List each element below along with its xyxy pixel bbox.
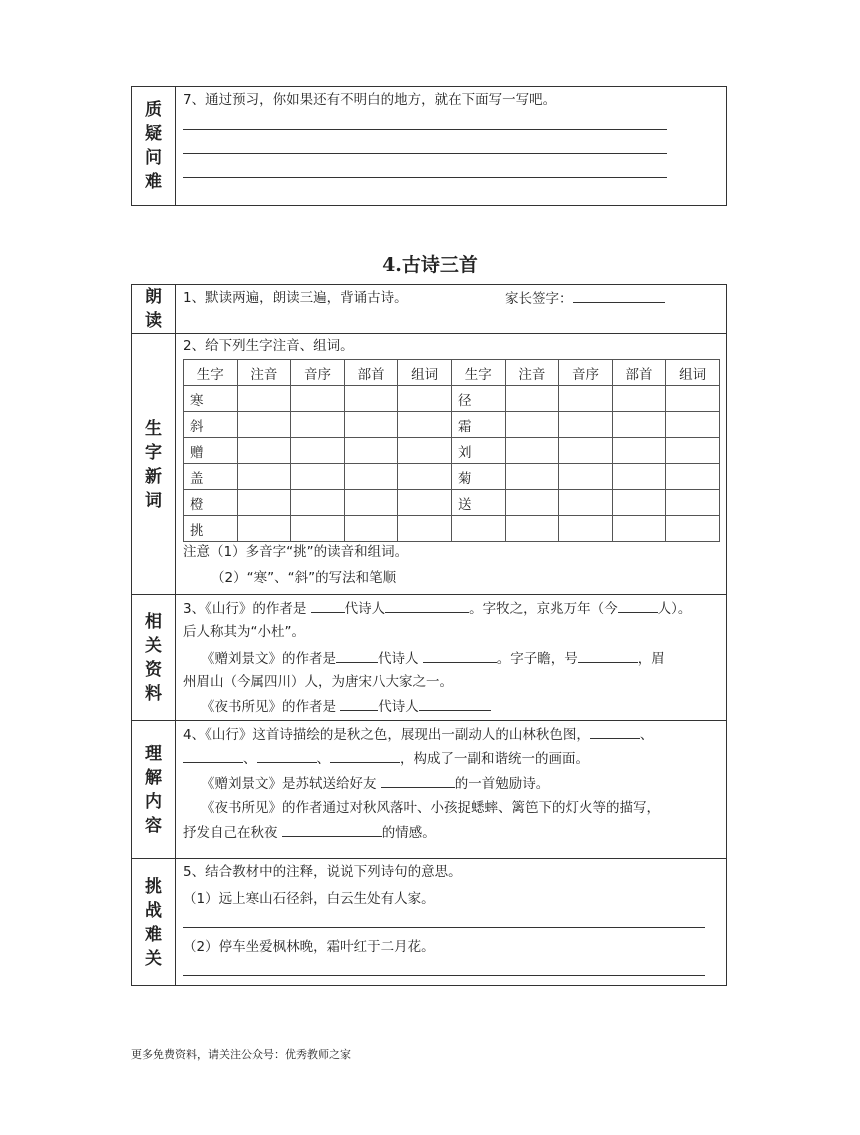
blank-cell[interactable] xyxy=(612,438,666,464)
poem-line-1: （1）远上寒山石径斜，白云生处有人家。 xyxy=(183,891,435,907)
blank-cell[interactable] xyxy=(291,438,345,464)
pen-name-blank[interactable] xyxy=(578,648,638,663)
section-label-challenge: 挑 战 难 关 xyxy=(132,859,176,986)
blank-cell[interactable] xyxy=(237,412,291,438)
header-cell: 生字 xyxy=(184,360,238,386)
understand-line-2: 、 、 ，构成了一副和谐统一的画面。 xyxy=(183,748,589,769)
character-cell: 赠 xyxy=(184,438,238,464)
footer-note: 更多免费资料，请关注公众号：优秀教师之家 xyxy=(131,1048,351,1061)
blank-cell[interactable] xyxy=(344,438,398,464)
blank-cell[interactable] xyxy=(398,386,452,412)
related-row xyxy=(132,594,726,721)
character-cell: 盖 xyxy=(184,464,238,490)
scene-blank[interactable] xyxy=(183,748,243,763)
question-2: 2、给下列生字注音、组词。 xyxy=(183,338,354,354)
header-cell: 注音 xyxy=(237,360,291,386)
blank-cell[interactable] xyxy=(559,464,613,490)
challenge-row xyxy=(132,858,726,986)
table-row xyxy=(184,438,720,464)
section-label-related: 相 关 资 料 xyxy=(132,595,176,721)
blank-cell[interactable] xyxy=(237,386,291,412)
blank-cell[interactable] xyxy=(291,412,345,438)
blank-cell[interactable] xyxy=(237,516,291,542)
character-cell: 送 xyxy=(451,490,505,516)
dynasty-blank[interactable] xyxy=(311,598,345,613)
dynasty-blank[interactable] xyxy=(340,696,378,711)
character-cell: 挑 xyxy=(184,516,238,542)
question-4-line: 4、《山行》这首诗描绘的是秋之色，展现出一副动人的山林秋色图， 、 xyxy=(183,724,653,745)
related-line-3: 《赠刘景文》的作者是 代诗人 。字子瞻，号 ，眉 xyxy=(201,648,665,669)
question-5: 5、结合教材中的注释，说说下列诗句的意思。 xyxy=(183,864,462,880)
blank-cell[interactable] xyxy=(344,490,398,516)
parent-signature: 家长签字： xyxy=(505,288,665,309)
character-cell: 刘 xyxy=(451,438,505,464)
header-cell: 部首 xyxy=(612,360,666,386)
blank-cell[interactable] xyxy=(666,490,720,516)
header-cell: 部首 xyxy=(344,360,398,386)
section-label-reading: 朗 读 xyxy=(132,285,176,333)
blank-cell[interactable] xyxy=(291,386,345,412)
blank-cell[interactable] xyxy=(612,464,666,490)
answer-line[interactable] xyxy=(183,153,667,154)
answer-line[interactable] xyxy=(183,177,667,178)
emotion-blank[interactable] xyxy=(282,822,382,837)
header-cell: 音序 xyxy=(559,360,613,386)
related-line-2: 后人称其为“小杜”。 xyxy=(183,624,305,640)
table-row xyxy=(184,386,720,412)
answer-line[interactable] xyxy=(183,927,705,928)
note-2: （2）“寒”、“斜”的写法和笔顺 xyxy=(211,570,397,586)
blank-cell[interactable] xyxy=(505,490,559,516)
blank-cell[interactable] xyxy=(612,386,666,412)
blank-cell[interactable] xyxy=(505,412,559,438)
related-line-4: 州眉山（今属四川）人，为唐宋八大家之一。 xyxy=(183,674,453,690)
character-table xyxy=(183,359,720,542)
blank-cell[interactable] xyxy=(398,490,452,516)
blank-cell[interactable] xyxy=(559,490,613,516)
blank-cell[interactable] xyxy=(559,386,613,412)
header-cell: 组词 xyxy=(398,360,452,386)
header-cell: 注音 xyxy=(505,360,559,386)
table-header-row xyxy=(184,360,720,386)
answer-line[interactable] xyxy=(183,129,667,130)
scene-blank[interactable] xyxy=(330,748,400,763)
table-row xyxy=(184,490,720,516)
blank-cell[interactable] xyxy=(612,412,666,438)
character-cell: 菊 xyxy=(451,464,505,490)
new-words-row xyxy=(132,333,726,595)
blank-cell[interactable] xyxy=(666,412,720,438)
questions-content xyxy=(175,87,726,205)
friend-blank[interactable] xyxy=(381,773,455,788)
blank-cell[interactable] xyxy=(291,464,345,490)
page-title: 4.古诗三首 xyxy=(382,254,478,276)
blank-cell[interactable] xyxy=(612,516,666,542)
character-cell: 橙 xyxy=(184,490,238,516)
dynasty-blank[interactable] xyxy=(336,648,378,663)
blank-cell[interactable] xyxy=(237,490,291,516)
blank-cell[interactable] xyxy=(505,464,559,490)
question-1: 1、默读两遍，朗读三遍，背诵古诗。 xyxy=(183,290,408,306)
section-label-questions: 质 疑 问 难 xyxy=(132,87,176,205)
understanding-row xyxy=(132,720,726,859)
blank-cell[interactable] xyxy=(559,516,613,542)
character-cell: 霜 xyxy=(451,412,505,438)
note-1: 注意（1）多音字“挑”的读音和组词。 xyxy=(183,544,409,560)
author-blank[interactable] xyxy=(419,696,491,711)
blank-cell[interactable] xyxy=(398,464,452,490)
blank-cell[interactable] xyxy=(559,438,613,464)
signature-blank[interactable] xyxy=(573,288,665,303)
blank-cell[interactable] xyxy=(344,386,398,412)
blank-cell[interactable] xyxy=(344,464,398,490)
question-7: 7、通过预习，你如果还有不明白的地方，就在下面写一写吧。 xyxy=(183,92,557,108)
header-cell: 音序 xyxy=(291,360,345,386)
table-row xyxy=(184,412,720,438)
blank-cell[interactable] xyxy=(612,490,666,516)
character-cell: 径 xyxy=(451,386,505,412)
related-line-5: 《夜书所见》的作者是 代诗人 xyxy=(201,696,491,717)
author-blank[interactable] xyxy=(385,598,469,613)
blank-cell[interactable] xyxy=(505,516,559,542)
understand-line-4: 《夜书所见》的作者通过对秋风落叶、小孩捉蟋蟀、篱笆下的灯火等的描写， xyxy=(201,800,660,816)
answer-line[interactable] xyxy=(183,975,705,976)
blank-cell[interactable] xyxy=(666,516,720,542)
blank-cell[interactable] xyxy=(666,464,720,490)
scene-blank[interactable] xyxy=(590,724,640,739)
author-blank[interactable] xyxy=(423,648,497,663)
blank-cell[interactable] xyxy=(398,438,452,464)
blank-cell[interactable] xyxy=(237,438,291,464)
table-row xyxy=(184,516,720,542)
place-blank[interactable] xyxy=(618,598,658,613)
blank-cell[interactable] xyxy=(505,438,559,464)
understand-line-5: 抒发自己在秋夜 的情感。 xyxy=(183,822,436,843)
blank-cell[interactable] xyxy=(559,412,613,438)
blank-cell[interactable] xyxy=(666,386,720,412)
character-cell: 寒 xyxy=(184,386,238,412)
character-cell xyxy=(451,516,505,542)
poem-line-2: （2）停车坐爱枫林晚，霜叶红于二月花。 xyxy=(183,939,435,955)
blank-cell[interactable] xyxy=(398,516,452,542)
blank-cell[interactable] xyxy=(291,490,345,516)
question-3-line: 3、《山行》的作者是 代诗人 。字牧之，京兆万年（今 人）。 xyxy=(183,598,691,619)
blank-cell[interactable] xyxy=(505,386,559,412)
blank-cell[interactable] xyxy=(398,412,452,438)
blank-cell[interactable] xyxy=(291,516,345,542)
section-label-new-words: 生 字 新 词 xyxy=(132,334,176,595)
blank-cell[interactable] xyxy=(344,412,398,438)
scene-blank[interactable] xyxy=(257,748,317,763)
question-table xyxy=(131,86,727,206)
poems-table xyxy=(131,284,727,986)
reading-row xyxy=(132,285,726,333)
blank-cell[interactable] xyxy=(344,516,398,542)
header-cell: 生字 xyxy=(451,360,505,386)
blank-cell[interactable] xyxy=(237,464,291,490)
understand-line-3: 《赠刘景文》是苏轼送给好友 的一首勉励诗。 xyxy=(201,773,549,794)
header-cell: 组词 xyxy=(666,360,720,386)
character-cell: 斜 xyxy=(184,412,238,438)
table-row xyxy=(184,464,720,490)
section-label-understanding: 理 解 内 容 xyxy=(132,721,176,859)
blank-cell[interactable] xyxy=(666,438,720,464)
